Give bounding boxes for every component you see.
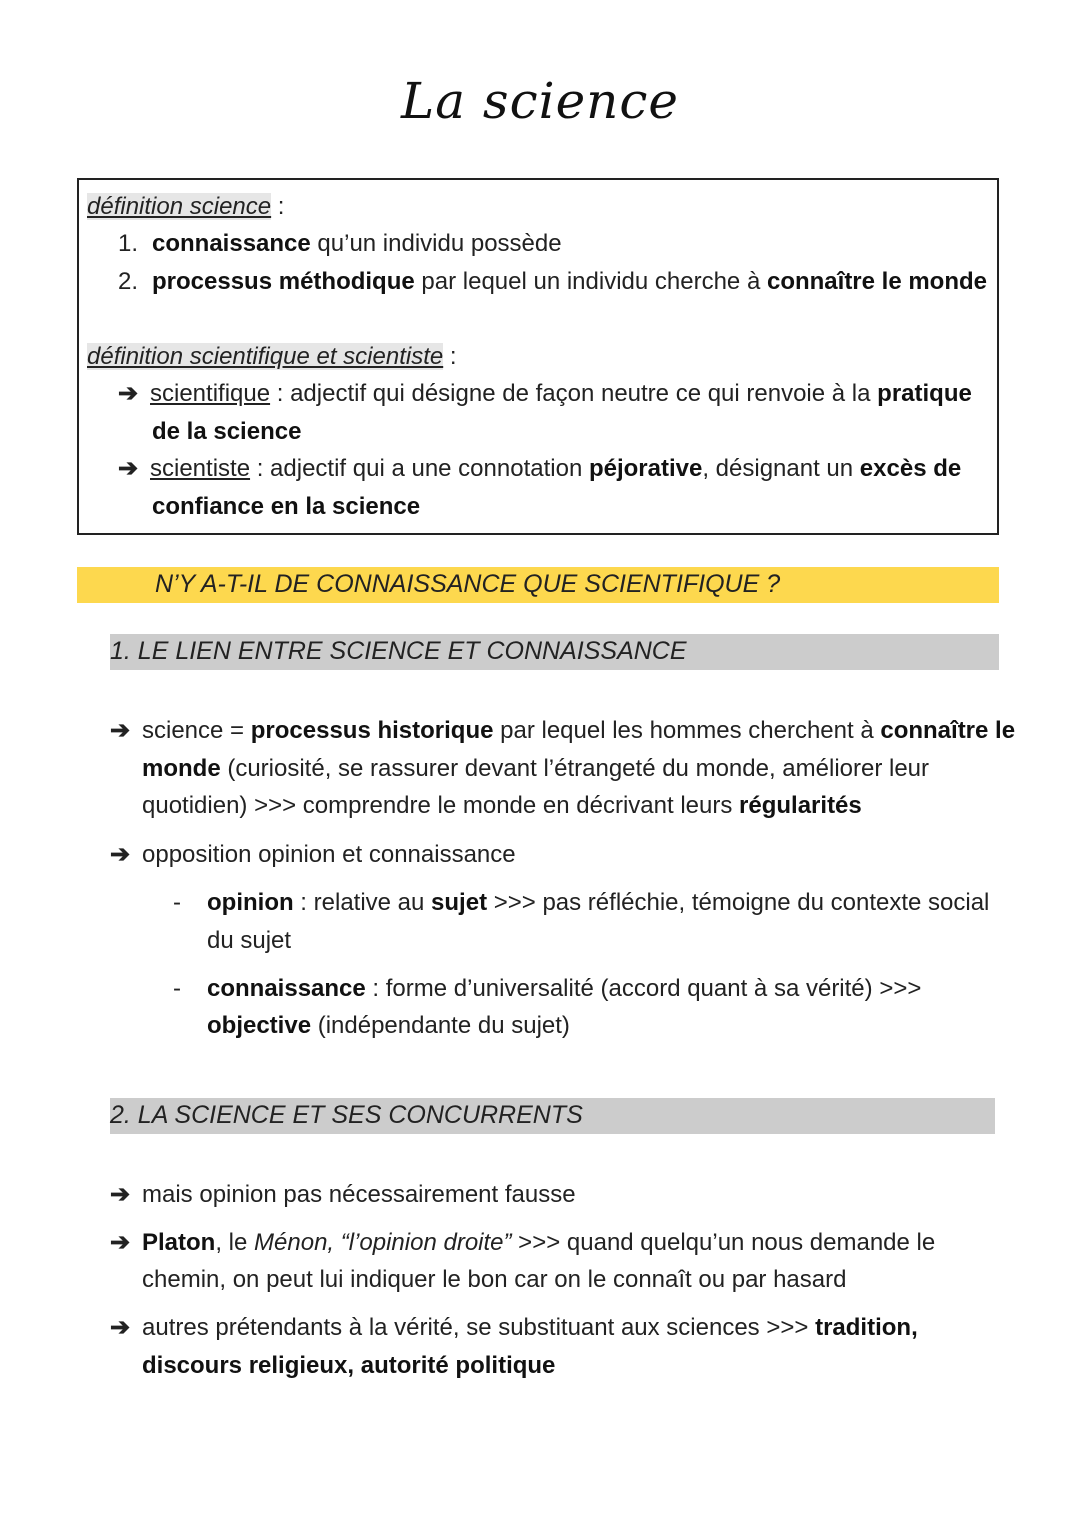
s1-sub-connaissance-cont: objective (indépendante du sujet) [207, 1012, 570, 1039]
s2-paragraph-3: ➔ autres prétendants à la vérité, se substituant aux sciences >>> tradition, [110, 1314, 918, 1341]
section-1-heading: 1. LE LIEN ENTRE SCIENCE ET CONNAISSANCE [110, 634, 999, 670]
arrow-icon: ➔ [118, 455, 139, 482]
definition-item-2: 2. processus méthodique par lequel un individu cherche à connaître le monde [118, 268, 988, 295]
scientiste-item-cont: confiance en la science [152, 493, 421, 520]
arrow-icon: ➔ [118, 380, 139, 407]
s1-paragraph-1-line3: quotidien) >>> comprendre le monde en décrivant leurs régularités [142, 792, 862, 819]
s1-sub-opinion-cont: du sujet [207, 927, 292, 954]
s1-sub-opinion: - opinion : relative au sujet >>> pas réfléchie, témoigne du contexte social [173, 889, 990, 916]
s2-paragraph-2-cont: chemin, on peut lui indiquer le bon car on le connaît ou par hasard [142, 1266, 847, 1293]
question-banner [77, 567, 999, 603]
s2-paragraph-2: ➔ Platon, le Ménon, “l’opinion droite” >>> quand quelqu’un nous demande le [110, 1229, 936, 1256]
scientifique-item: ➔ scientifique : adjectif qui désigne de façon neutre ce qui renvoie à la pratique [118, 380, 972, 407]
arrow-icon: ➔ [110, 1229, 131, 1256]
s1-paragraph-2: ➔ opposition opinion et connaissance [110, 841, 516, 868]
definition-science-label: définition science [87, 193, 272, 220]
definition-science-heading: définition science : [87, 193, 285, 220]
s1-paragraph-1-line2: monde (curiosité, se rassurer devant l’étrangeté du monde, améliorer leur [142, 755, 930, 782]
s1-paragraph-1: ➔ science = processus historique par lequel les hommes cherchent à connaître le [110, 717, 1016, 744]
s2-paragraph-1: ➔ mais opinion pas nécessairement fausse [110, 1181, 576, 1208]
page-title: La science [401, 72, 679, 130]
definition-scientifique-heading: définition scientifique et scientiste : [87, 343, 457, 370]
arrow-icon: ➔ [110, 717, 131, 744]
scientiste-item: ➔ scientiste : adjectif qui a une connotation péjorative, désignant un excès de [118, 455, 962, 482]
s1-sub-connaissance: - connaissance : forme d’universalité (accord quant à sa vérité) >>> [173, 975, 922, 1002]
arrow-icon: ➔ [110, 841, 131, 868]
arrow-icon: ➔ [110, 1314, 131, 1341]
section-2-heading: 2. LA SCIENCE ET SES CONCURRENTS [110, 1098, 995, 1134]
s2-paragraph-3-cont: discours religieux, autorité politique [142, 1352, 556, 1379]
scientifique-item-cont: de la science [152, 418, 302, 445]
arrow-icon: ➔ [110, 1181, 131, 1208]
question-text: N’Y A-T-IL DE CONNAISSANCE QUE SCIENTIFIQUE ? [155, 570, 781, 598]
definition-item-1: 1. connaissance qu’un individu possède [118, 230, 562, 257]
definition-scientifique-label: définition scientifique et scientiste [87, 343, 444, 370]
